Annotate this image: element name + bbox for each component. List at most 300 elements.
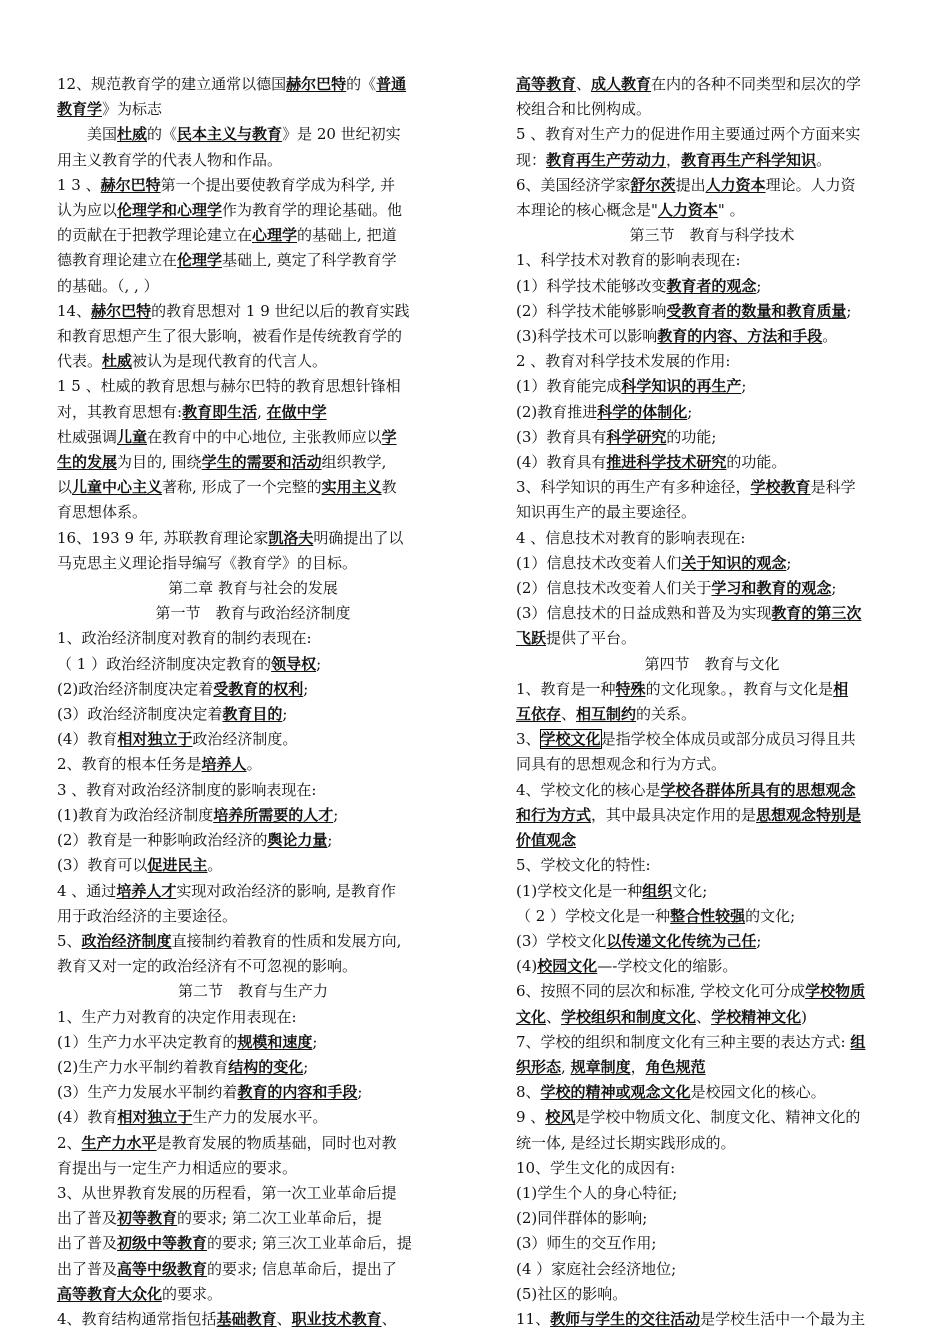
key-term: 实用主义 xyxy=(321,478,382,497)
key-term: 特殊 xyxy=(615,679,646,698)
section-heading xyxy=(516,223,908,248)
key-term: 儿童 xyxy=(117,427,148,446)
key-term: 组织 xyxy=(642,881,673,900)
text-segment: 的贡献在于把教学理论建立在 xyxy=(57,226,253,245)
text-segment: 4 、信息技术对教育的影响表现在: xyxy=(516,528,746,547)
text-segment: 第一个提出要使教育学成为科学, 并 xyxy=(160,175,396,194)
key-term: 高等教育 xyxy=(516,75,577,93)
text-line xyxy=(57,1131,449,1156)
section-heading xyxy=(516,652,908,677)
text-segment: (5)社区的影响。 xyxy=(516,1284,628,1303)
text-segment: 6、美国经济学家 xyxy=(516,175,631,194)
key-term: 杜威 xyxy=(102,352,133,371)
key-term: 相互制约 xyxy=(576,705,637,724)
text-segment: 12、规范教育学的建立通常以德国 xyxy=(57,75,287,93)
text-segment: 校组合和比例构成。 xyxy=(516,100,652,119)
text-segment: 马克思主义理论指导编写《教育学》的目标。 xyxy=(57,553,358,572)
text-segment: 理论。人力资 xyxy=(765,175,856,194)
key-term: 赫尔巴特 xyxy=(100,175,161,194)
text-line xyxy=(516,475,908,500)
key-term: 受教育者的数量和教育质量 xyxy=(666,301,847,320)
text-line xyxy=(516,450,908,475)
text-segment: 基础上, 奠定了科学教育学 xyxy=(222,251,397,270)
key-term: 学 xyxy=(381,427,397,446)
text-line xyxy=(516,954,908,979)
text-segment: (1)教育为政治经济制度 xyxy=(57,805,214,824)
key-term: 民本主义与教育 xyxy=(177,125,283,144)
text-line xyxy=(516,576,908,601)
text-line xyxy=(516,122,908,147)
text-line xyxy=(57,677,449,702)
text-segment: 7、学校的组织和制度文化有三种主要的表达方式: xyxy=(516,1032,851,1051)
right-column xyxy=(516,72,908,1332)
section-heading xyxy=(57,979,449,1004)
text-line xyxy=(57,626,449,651)
key-term: 成人教育 xyxy=(591,75,652,93)
text-segment: (1)学校文化是一种 xyxy=(516,881,643,900)
key-term: 伦理学和心理学 xyxy=(117,201,223,220)
key-term: 规模和速度 xyxy=(237,1032,313,1051)
text-line xyxy=(516,1105,908,1130)
text-segment: (3)科学技术可以影响 xyxy=(516,327,658,346)
key-term: 价值观念 xyxy=(516,831,577,850)
text-segment: , xyxy=(257,402,267,421)
text-segment: ; xyxy=(316,654,322,673)
text-line xyxy=(516,1307,908,1332)
key-term: 普通 xyxy=(376,75,407,93)
text-segment: (3）教育具有 xyxy=(516,427,607,446)
key-term: 织形态 xyxy=(516,1057,562,1076)
text-segment: ; xyxy=(786,553,792,572)
key-term: 初等教育 xyxy=(117,1209,178,1228)
text-segment: 2、教育的根本任务是 xyxy=(57,755,202,774)
text-line xyxy=(57,274,449,299)
text-segment: 教 xyxy=(381,478,397,497)
text-segment: (3）信息技术的日益成熟和普及为实现 xyxy=(516,604,772,623)
text-line xyxy=(57,122,449,147)
text-segment: 。 xyxy=(822,327,838,346)
text-line xyxy=(57,198,449,223)
text-segment: (1)学生个人的身心特征; xyxy=(516,1183,678,1202)
text-line xyxy=(516,72,908,97)
text-segment: 以 xyxy=(57,478,73,497)
text-line xyxy=(57,248,449,273)
text-segment: 是科学 xyxy=(810,478,856,497)
key-term: 学校的精神或观念文化 xyxy=(540,1083,691,1102)
key-term: 相对独立于 xyxy=(117,730,193,749)
key-term: 文化 xyxy=(516,1007,547,1026)
text-line xyxy=(516,248,908,273)
text-segment: 德教育理论建立在 xyxy=(57,251,178,270)
text-line xyxy=(57,778,449,803)
key-term: 受教育的权利 xyxy=(213,679,304,698)
text-line xyxy=(516,1231,908,1256)
text-line xyxy=(57,1181,449,1206)
text-segment: ; xyxy=(327,831,333,850)
text-segment: ; xyxy=(312,1032,318,1051)
key-term: 学校物质 xyxy=(805,982,866,1001)
key-term: 组 xyxy=(850,1032,866,1051)
key-term: 领导权 xyxy=(271,654,317,673)
key-term: 以传递文化传统为己任 xyxy=(606,931,757,950)
text-segment: 1、科学技术对教育的影响表现在: xyxy=(516,251,741,270)
text-segment: ; xyxy=(831,579,837,598)
key-term: 学生的需要和活动 xyxy=(201,453,322,472)
text-line xyxy=(516,374,908,399)
section-heading xyxy=(57,601,449,626)
text-segment: 6、按照不同的层次和标准, 学校文化可分成 xyxy=(516,982,806,1001)
key-term: 相对独立于 xyxy=(117,1108,193,1127)
key-term: 基础教育 xyxy=(216,1309,277,1328)
text-segment: 的基础上, 把道 xyxy=(297,226,397,245)
text-line xyxy=(516,677,908,702)
key-term: 赫尔巴特 xyxy=(91,301,152,320)
text-segment: (4) xyxy=(516,957,538,976)
text-segment: 出了普及 xyxy=(57,1209,118,1228)
text-segment: ; xyxy=(357,1083,363,1102)
text-segment: (3）政治经济制度决定着 xyxy=(57,705,223,724)
text-line xyxy=(516,803,908,828)
text-segment: 生产力的发展水平。 xyxy=(192,1108,328,1127)
text-segment: (2)政治经济制度决定着 xyxy=(57,679,214,698)
text-segment: 、 xyxy=(576,75,592,93)
text-segment: (1）生产力水平决定教育的 xyxy=(57,1032,238,1051)
text-segment: 第四节 教育与文化 xyxy=(644,654,780,673)
text-segment: 用于政治经济的主要途径。 xyxy=(57,906,238,925)
text-line xyxy=(516,828,908,853)
text-line xyxy=(57,652,449,677)
text-line xyxy=(57,1156,449,1181)
text-segment: 、 xyxy=(561,705,577,724)
key-term: 关于知识的观念 xyxy=(681,553,787,572)
key-term: 学校教育 xyxy=(750,478,811,497)
text-segment: ) xyxy=(801,1007,807,1026)
key-term: 教育即生活 xyxy=(182,402,258,421)
text-line xyxy=(516,400,908,425)
text-segment: 的要求。 xyxy=(162,1284,223,1303)
text-segment: ; xyxy=(333,805,339,824)
text-segment: 的要求; 第三次工业革命后，提 xyxy=(207,1234,412,1253)
text-line xyxy=(57,299,449,324)
text-line xyxy=(516,274,908,299)
text-line xyxy=(516,1080,908,1105)
key-term: 赫尔巴特 xyxy=(286,75,347,93)
text-line xyxy=(516,727,908,752)
text-line xyxy=(516,198,908,223)
key-term: 在做中学 xyxy=(266,402,327,421)
text-line xyxy=(57,475,449,500)
text-segment: (2)教育推进 xyxy=(516,402,598,421)
text-line xyxy=(516,299,908,324)
key-term: 初级中等教育 xyxy=(117,1234,208,1253)
key-term: 杜威 xyxy=(117,125,148,144)
text-line xyxy=(516,626,908,651)
text-segment: 在内的各种不同类型和层次的学 xyxy=(651,75,862,93)
key-term: 规章制度 xyxy=(570,1057,631,1076)
key-term: 科学研究 xyxy=(606,427,667,446)
text-segment: 本理论的核心概念是" xyxy=(516,201,658,220)
key-term: 角色规范 xyxy=(645,1057,706,1076)
key-term: 教育目的 xyxy=(222,705,283,724)
text-line xyxy=(516,853,908,878)
key-term: 培养所需要的人才 xyxy=(213,805,334,824)
key-term: 人力资本 xyxy=(705,175,766,194)
text-line xyxy=(516,1030,908,1055)
text-segment: 的关系。 xyxy=(636,705,697,724)
text-segment: (1）教育能完成 xyxy=(516,377,622,396)
text-segment: 是校园文化的核心。 xyxy=(690,1083,826,1102)
text-segment: ; xyxy=(303,679,309,698)
key-term: 相 xyxy=(833,679,849,698)
text-segment: 对，其教育思想有: xyxy=(57,402,183,421)
key-term: 舒尔茨 xyxy=(630,175,676,194)
key-term: 整合性较强 xyxy=(670,906,746,925)
key-term: 互依存 xyxy=(516,705,562,724)
text-line xyxy=(57,1055,449,1080)
text-line xyxy=(57,551,449,576)
text-segment: (3）师生的交互作用; xyxy=(516,1234,657,1253)
text-segment: 5 、教育对生产力的促进作用主要通过两个方面来实 xyxy=(516,125,861,144)
text-segment: 。 xyxy=(246,755,262,774)
text-line xyxy=(516,979,908,1004)
text-segment: 和教育思想产生了很大影响，被看作是传统教育学的 xyxy=(57,327,403,346)
key-term: 结构的变化 xyxy=(228,1057,304,1076)
text-segment: 9 、 xyxy=(516,1108,546,1127)
text-segment: (2)生产力水平制约着教育 xyxy=(57,1057,229,1076)
text-segment: ; xyxy=(282,705,288,724)
text-segment: 著称, 形成了一个完整的 xyxy=(162,478,322,497)
text-segment: 的《 xyxy=(346,75,377,93)
text-line xyxy=(516,1055,908,1080)
text-segment: 2 、教育对科学技术发展的作用: xyxy=(516,352,731,371)
text-segment: 教育又对一定的政治经济有不可忽视的影响。 xyxy=(57,957,358,976)
text-line xyxy=(57,803,449,828)
key-term: 培养人 xyxy=(201,755,247,774)
text-line xyxy=(57,1282,449,1307)
text-segment: 、 xyxy=(696,1007,712,1026)
key-term: 学校组织和制度文化 xyxy=(561,1007,697,1026)
text-line xyxy=(516,929,908,954)
text-segment: 、 xyxy=(381,1309,397,1328)
text-segment: 第二章 教育与社会的发展 xyxy=(168,579,338,598)
text-segment: 文化; xyxy=(672,881,708,900)
text-segment: 16、193 9 年, 苏联教育理论家 xyxy=(57,528,269,547)
text-segment: （ 1 ）政治经济制度决定教育的 xyxy=(57,654,272,673)
text-segment: 组织教学, xyxy=(321,453,387,472)
text-line xyxy=(516,1005,908,1030)
text-line xyxy=(516,97,908,122)
text-line xyxy=(516,1181,908,1206)
text-line xyxy=(57,97,449,122)
text-segment: 的教育思想对 1 9 世纪以后的教育实践 xyxy=(151,301,410,320)
text-line xyxy=(57,1080,449,1105)
key-term: 高等中级教育 xyxy=(117,1259,208,1278)
key-term: 科学的体制化 xyxy=(597,402,688,421)
text-segment: 美国 xyxy=(57,125,118,144)
text-segment: 3、科学知识的再生产有多种途径， xyxy=(516,478,751,497)
text-segment: 的功能; xyxy=(666,427,717,446)
text-segment: 同具有的思想观念和行为方式。 xyxy=(516,755,727,774)
text-segment: " 。 xyxy=(717,201,745,220)
key-term: 培养人才 xyxy=(116,881,177,900)
text-line xyxy=(57,904,449,929)
text-segment: 第二节 教育与生产力 xyxy=(177,982,328,1001)
text-line xyxy=(57,400,449,425)
text-segment: ， xyxy=(630,1057,646,1076)
text-line xyxy=(516,752,908,777)
key-term: 政治经济制度 xyxy=(81,931,172,950)
key-term: 教育再生产科学知识 xyxy=(681,150,817,169)
key-term: 科学知识的再生产 xyxy=(621,377,742,396)
text-line xyxy=(516,526,908,551)
text-segment: 2、 xyxy=(57,1133,82,1152)
text-segment: ; xyxy=(756,931,762,950)
text-segment: (3）教育可以 xyxy=(57,856,148,875)
text-line xyxy=(516,425,908,450)
text-segment: (4）教育具有 xyxy=(516,453,607,472)
key-term: 教师与学生的交往活动 xyxy=(550,1309,701,1328)
text-segment: 直接制约着教育的性质和发展方向, xyxy=(171,931,402,950)
text-segment: (2)同伴群体的影响; xyxy=(516,1209,648,1228)
text-segment: 4 、通过 xyxy=(57,881,117,900)
key-term: 校园文化 xyxy=(537,957,598,976)
text-line xyxy=(57,1206,449,1231)
key-term: 心理学 xyxy=(252,226,298,245)
key-term: 生产力水平 xyxy=(81,1133,157,1152)
text-segment: ， xyxy=(666,150,682,169)
key-term: 人力资本 xyxy=(657,201,718,220)
text-segment: (3）学校文化 xyxy=(516,931,607,950)
text-segment: 5、 xyxy=(57,931,82,950)
text-line xyxy=(57,173,449,198)
text-segment: 现： xyxy=(516,150,547,169)
text-segment: 的《 xyxy=(147,125,178,144)
key-term: 学习和教育的观念 xyxy=(711,579,832,598)
text-segment: 作为教育学的理论基础。他 xyxy=(222,201,403,220)
text-line xyxy=(516,1156,908,1181)
text-segment: (2）教育是一种影响政治经济的 xyxy=(57,831,268,850)
text-segment: 统一体, 是经过长期实践形成的。 xyxy=(516,1133,736,1152)
text-segment: 的要求; 第二次工业革命后，提 xyxy=(177,1209,382,1228)
text-line xyxy=(57,526,449,551)
key-term: 学校精神文化 xyxy=(711,1007,802,1026)
section-heading xyxy=(57,576,449,601)
text-segment: 4、教育结构通常指包括 xyxy=(57,1309,217,1328)
text-line xyxy=(516,500,908,525)
text-line xyxy=(57,1005,449,1030)
text-segment: 1、生产力对教育的决定作用表现在: xyxy=(57,1007,297,1026)
text-segment: （ 2 ）学校文化是一种 xyxy=(516,906,671,925)
text-segment: 第一节 教育与政治经济制度 xyxy=(155,604,351,623)
text-line xyxy=(57,425,449,450)
text-segment: 、 xyxy=(276,1309,292,1328)
text-line xyxy=(57,727,449,752)
text-line xyxy=(516,324,908,349)
text-segment: ; xyxy=(687,402,693,421)
text-line xyxy=(57,374,449,399)
left-column xyxy=(57,72,449,1332)
text-line xyxy=(57,752,449,777)
text-line xyxy=(57,1105,449,1130)
text-line xyxy=(516,148,908,173)
text-segment: 杜威强调 xyxy=(57,427,118,446)
text-segment: 育提出与一定生产力相适应的要求。 xyxy=(57,1158,298,1177)
text-segment: 育思想体系。 xyxy=(57,503,148,522)
text-line xyxy=(516,1282,908,1307)
text-line xyxy=(57,1307,449,1332)
text-segment: (4 ）家庭社会经济地位; xyxy=(516,1259,677,1278)
text-segment: 知识再生产的最主要途径。 xyxy=(516,503,697,522)
text-segment: 是指学校全体成员或部分成员习得且共 xyxy=(600,730,856,749)
text-segment: (2）科学技术能够影响 xyxy=(516,301,667,320)
text-line xyxy=(57,450,449,475)
text-segment: (3）生产力发展水平制约着 xyxy=(57,1083,238,1102)
text-segment: 5、学校文化的特性: xyxy=(516,856,651,875)
text-segment: 》为标志 xyxy=(102,100,163,119)
text-segment: (1）信息技术改变着人们 xyxy=(516,553,682,572)
text-segment: 提出 xyxy=(675,175,706,194)
text-segment: 出了普及 xyxy=(57,1234,118,1253)
text-segment: 提供了平台。 xyxy=(546,629,637,648)
text-segment: 为目的, 围绕 xyxy=(117,453,202,472)
text-segment: 明确提出了以 xyxy=(313,528,404,547)
text-line xyxy=(516,551,908,576)
text-segment: 。 xyxy=(207,856,223,875)
text-line xyxy=(516,879,908,904)
key-term: 教育学 xyxy=(57,100,103,119)
text-segment: 被认为是现代教育的代言人。 xyxy=(132,352,328,371)
text-line xyxy=(57,929,449,954)
text-segment: ; xyxy=(846,301,852,320)
key-term: 儿童中心主义 xyxy=(72,478,163,497)
key-term: 职业技术教育 xyxy=(291,1309,382,1328)
text-segment: 10、学生文化的成因有: xyxy=(516,1158,676,1177)
text-segment: 出了普及 xyxy=(57,1259,118,1278)
text-segment: 1、教育是一种 xyxy=(516,679,616,698)
key-term: 学校文化 xyxy=(540,730,601,749)
text-line xyxy=(516,904,908,929)
text-segment: 14、 xyxy=(57,301,92,320)
key-term: 和行为方式 xyxy=(516,805,592,824)
text-segment: 4、学校文化的核心是 xyxy=(516,780,661,799)
text-segment: 的文化; xyxy=(745,906,796,925)
text-segment: 代表。 xyxy=(57,352,103,371)
key-term: 舆论力量 xyxy=(267,831,328,850)
text-line xyxy=(57,1231,449,1256)
text-line xyxy=(57,500,449,525)
key-term: 凯洛夫 xyxy=(268,528,314,547)
text-line xyxy=(57,148,449,173)
text-segment: 是教育发展的物质基础，同时也对教 xyxy=(156,1133,397,1152)
text-segment: 实现对政治经济的影响, 是教育作 xyxy=(176,881,396,900)
text-line xyxy=(516,173,908,198)
text-line xyxy=(516,601,908,626)
text-segment: 11、 xyxy=(516,1309,551,1328)
text-segment: 是学校生活中一个最为主 xyxy=(700,1309,866,1328)
text-segment: 的功能。 xyxy=(726,453,787,472)
text-segment: 的要求; 信息革命后，提出了 xyxy=(207,1259,397,1278)
text-line xyxy=(57,324,449,349)
text-line xyxy=(516,1257,908,1282)
text-line xyxy=(57,1257,449,1282)
key-term: 高等教育大众化 xyxy=(57,1284,163,1303)
text-line xyxy=(516,702,908,727)
text-segment: 第三节 教育与科学技术 xyxy=(629,226,795,245)
text-segment: 1 3 、 xyxy=(57,175,101,194)
text-segment: 1 5 、杜威的教育思想与赫尔巴特的教育思想针锋相 xyxy=(57,377,401,396)
text-segment: 》是 20 世纪初实 xyxy=(282,125,401,144)
text-segment: 3、 xyxy=(516,730,541,749)
